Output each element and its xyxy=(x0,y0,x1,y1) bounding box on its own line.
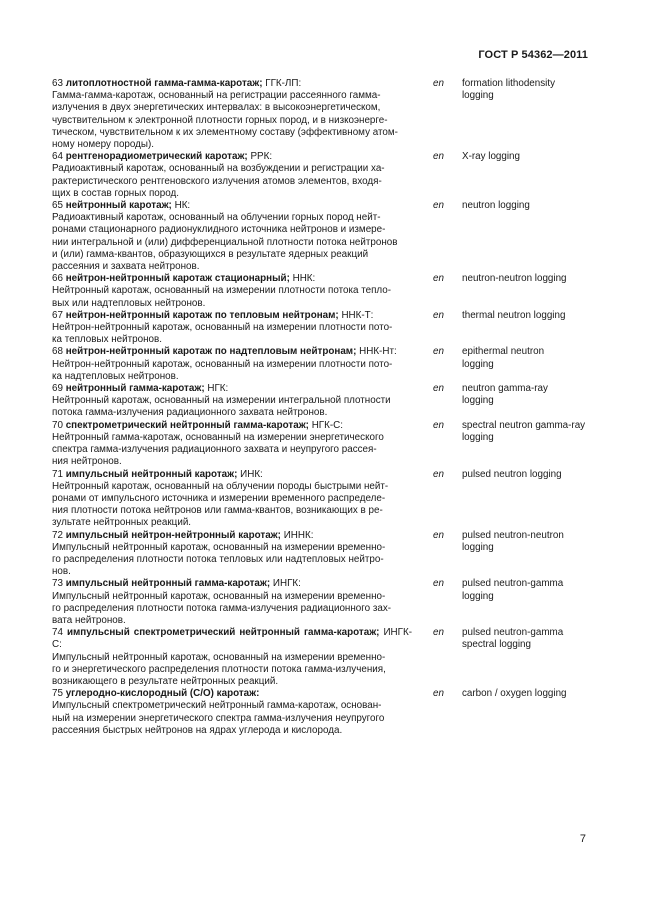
term-heading xyxy=(52,151,412,163)
english-line: spectral logging xyxy=(462,639,531,651)
definition-line: рассеяния быстрых нейтронов на ядрах углерода и кислорода. xyxy=(52,724,343,736)
definition-line: спектра гамма-излучения радиационного захвата и неупругого рассея- xyxy=(52,444,377,456)
language-tag: en xyxy=(433,151,444,163)
term-name: нейтрон-нейтронный каротаж по надтепловым нейтронам; xyxy=(65,346,357,358)
english-equivalent xyxy=(462,200,590,212)
definition-line: Нейтронный каротаж, основанный на измерении интегральной плотности xyxy=(52,395,391,407)
definition-line: ния плотности потока нейтронов или гамма-квантов, возникающих в ре- xyxy=(52,505,383,517)
definition-line: вата нейтронов. xyxy=(52,614,126,626)
term-number: 68 xyxy=(52,346,63,358)
english-line: logging xyxy=(462,431,494,443)
term-abbreviation: ННК-Нт: xyxy=(359,346,397,358)
english-line: pulsed neutron-gamma xyxy=(462,578,564,590)
term-definition xyxy=(52,688,412,737)
english-line: X-ray logging xyxy=(462,151,521,163)
english-line: pulsed neutron-neutron xyxy=(462,529,564,541)
english-equivalent xyxy=(462,627,590,651)
term-heading xyxy=(52,200,412,212)
term-number: 73 xyxy=(52,578,63,590)
term-name: литоплотностной гамма-гамма-каротаж; xyxy=(65,78,263,89)
english-line: spectral neutron gamma-ray xyxy=(462,419,586,431)
definition-line: излучения в двух энергетических интервалах: в высокоэнергетическом, xyxy=(52,102,381,114)
definition-line: ка надтепловых нейтронов. xyxy=(52,370,179,382)
term-entry xyxy=(52,469,592,530)
english-equivalent xyxy=(462,578,590,602)
term-definition xyxy=(52,469,412,530)
term-number: 70 xyxy=(52,419,63,431)
term-abbreviation: НГК: xyxy=(207,383,229,395)
definition-line: ка тепловых нейтронов. xyxy=(52,334,162,346)
term-number: 64 xyxy=(52,151,63,163)
english-line: logging xyxy=(462,541,494,553)
language-tag: en xyxy=(433,688,444,700)
term-number: 71 xyxy=(52,468,63,480)
term-name: импульсный нейтронный гамма-каротаж; xyxy=(65,578,271,590)
term-abbreviation: ИНК: xyxy=(240,468,263,480)
english-line: logging xyxy=(462,590,494,602)
term-entry xyxy=(52,151,592,200)
language-tag: en xyxy=(433,529,444,541)
definition-line: нии интегральной и (или) дифференциальной плотности потока нейтронов xyxy=(52,236,398,248)
definition-line: Нейтронный каротаж, основанный на облучении породы быстрыми нейт- xyxy=(52,480,389,492)
definition-line: Импульсный нейтронный каротаж, основанный на измерении временно- xyxy=(52,651,386,663)
english-equivalent xyxy=(462,78,590,102)
language-tag: en xyxy=(433,273,444,285)
english-line: logging xyxy=(462,395,494,407)
english-equivalent xyxy=(462,688,590,700)
english-line: formation lithodensity xyxy=(462,78,556,89)
term-definition xyxy=(52,383,412,420)
language-tag: en xyxy=(433,419,444,431)
language-tag: en xyxy=(433,383,444,395)
english-equivalent xyxy=(462,346,590,370)
term-definition xyxy=(52,273,412,310)
definition-line: Нейтронный гамма-каротаж, основанный на измерении энергетического xyxy=(52,431,384,443)
term-definition xyxy=(52,200,412,273)
term-heading xyxy=(52,420,412,432)
definition-line: нов. xyxy=(52,566,71,578)
term-number: 74 xyxy=(52,627,63,639)
language-tag: en xyxy=(433,627,444,639)
english-equivalent xyxy=(462,273,590,285)
term-name: импульсный спектрометрический нейтронный гамма-каротаж; xyxy=(66,627,380,639)
term-abbreviation: НК: xyxy=(174,200,191,212)
definition-line: Гамма-гамма-каротаж, основанный на регистрации рассеянного гамма- xyxy=(52,90,381,102)
english-equivalent xyxy=(462,420,590,444)
term-abbreviation: ИНГК: xyxy=(272,578,301,590)
term-number: 67 xyxy=(52,309,63,321)
definition-line: Нейтрон-нейтронный каротаж, основанный на измерении плотности пото- xyxy=(52,358,393,370)
term-heading xyxy=(52,383,412,395)
term-entry xyxy=(52,273,592,310)
english-line: neutron gamma-ray xyxy=(462,383,548,395)
term-name: рентгенорадиометрический каротаж; xyxy=(65,151,248,163)
term-entry xyxy=(52,578,592,627)
term-number: 75 xyxy=(52,688,63,700)
definition-line: щих в состав горных пород. xyxy=(52,187,179,199)
term-name: спектрометрический нейтронный гамма-каротаж; xyxy=(65,419,309,431)
english-line: logging xyxy=(462,90,494,102)
term-heading xyxy=(52,78,412,90)
definition-line: ный на измерении энергетического спектра гамма-излучения неупругого xyxy=(52,712,385,724)
term-heading xyxy=(52,310,412,322)
document-id: ГОСТ Р 54362—2011 xyxy=(478,49,588,61)
english-line: neutron-neutron logging xyxy=(462,273,567,285)
english-equivalent xyxy=(462,530,590,554)
language-tag: en xyxy=(433,200,444,212)
term-number: 66 xyxy=(52,273,63,285)
term-name: нейтронный гамма-каротаж; xyxy=(65,383,205,395)
term-abbreviation: ИННК: xyxy=(283,529,314,541)
definition-line: возникающего в результате нейтронных реакций. xyxy=(52,675,279,687)
term-heading xyxy=(52,627,412,651)
definition-line: и (или) гамма-квантов, образующихся в результате ядерных реакций xyxy=(52,248,369,260)
term-heading xyxy=(52,273,412,285)
term-definition xyxy=(52,420,412,469)
english-equivalent xyxy=(462,151,590,163)
english-line: logging xyxy=(462,358,494,370)
definition-line: го и энергетического распределения плотности потока гамма-излучения, xyxy=(52,663,386,675)
english-equivalent xyxy=(462,469,590,481)
definition-line: чувствительном к электронной плотности горных пород, и в низкоэнерге- xyxy=(52,114,388,126)
term-definition xyxy=(52,151,412,200)
term-abbreviation: ИНГК-С: xyxy=(52,627,412,651)
term-name: нейтрон-нейтронный каротаж по тепловым нейтронам; xyxy=(65,309,339,321)
term-heading xyxy=(52,469,412,481)
term-number: 72 xyxy=(52,529,63,541)
definition-line: го распределения плотности потока тепловых или надтепловых нейтро- xyxy=(52,553,384,565)
term-entry xyxy=(52,420,592,469)
english-line: neutron logging xyxy=(462,200,530,212)
definition-line: рассеяния и захвата нейтронов. xyxy=(52,261,200,273)
term-definition xyxy=(52,346,412,383)
definition-line: зультате нейтронных реакций. xyxy=(52,517,192,529)
definition-line: вых или надтепловых нейтронов. xyxy=(52,297,206,309)
definition-line: тическом, чувствительном к их элементному составу (эффективному атом- xyxy=(52,126,398,138)
definition-line: рактеристического рентгеновского излучения атомов элементов, входя- xyxy=(52,175,382,187)
definition-line: Нейтронный каротаж, основанный на измерении плотности потока тепло- xyxy=(52,285,392,297)
definition-line: ния нейтронов. xyxy=(52,456,122,468)
term-name: нейтронный каротаж; xyxy=(65,200,172,212)
language-tag: en xyxy=(433,578,444,590)
term-entry xyxy=(52,346,592,383)
term-abbreviation: ГГК-ЛП: xyxy=(265,78,302,89)
language-tag: en xyxy=(433,346,444,358)
term-name: импульсный нейтрон-нейтронный каротаж; xyxy=(65,529,281,541)
term-heading xyxy=(52,688,412,700)
definition-line: Импульсный спектрометрический нейтронный гамма-каротаж, основан- xyxy=(52,700,382,712)
term-definition xyxy=(52,627,412,688)
term-heading xyxy=(52,346,412,358)
page-number: 7 xyxy=(579,833,586,845)
term-definition xyxy=(52,530,412,579)
terms-list xyxy=(52,78,592,737)
term-definition xyxy=(52,310,412,347)
language-tag: en xyxy=(433,309,444,321)
term-number: 63 xyxy=(52,78,63,89)
term-abbreviation: НГК-С: xyxy=(311,419,343,431)
english-equivalent xyxy=(462,383,590,407)
definition-line: Нейтрон-нейтронный каротаж, основанный на измерении плотности пото- xyxy=(52,322,393,334)
language-tag: en xyxy=(433,468,444,480)
term-name: углеродно-кислородный (С/О) каротаж: xyxy=(65,688,260,700)
english-line: epithermal neutron xyxy=(462,346,545,358)
term-heading xyxy=(52,578,412,590)
definition-line: Радиоактивный каротаж, основанный на облучении горных пород нейт- xyxy=(52,212,381,224)
term-heading xyxy=(52,530,412,542)
term-abbreviation: ННК: xyxy=(292,273,316,285)
term-abbreviation: ННК-Т: xyxy=(341,309,374,321)
definition-line: Импульсный нейтронный каротаж, основанный на измерении временно- xyxy=(52,541,386,553)
term-entry xyxy=(52,78,592,151)
definition-line: Импульсный нейтронный каротаж, основанный на измерении временно- xyxy=(52,590,386,602)
definition-line: потока гамма-излучения радиационного захвата нейтронов. xyxy=(52,407,328,419)
definition-line: ному номеру породы). xyxy=(52,139,154,151)
term-entry xyxy=(52,530,592,579)
english-line: pulsed neutron-gamma xyxy=(462,627,564,639)
term-number: 69 xyxy=(52,383,63,395)
term-abbreviation: РРК: xyxy=(250,151,273,163)
term-name: импульсный нейтронный каротаж; xyxy=(65,468,238,480)
term-entry xyxy=(52,627,592,688)
term-name: нейтрон-нейтронный каротаж стационарный; xyxy=(65,273,290,285)
english-line: thermal neutron logging xyxy=(462,309,566,321)
term-entry xyxy=(52,310,592,347)
term-definition xyxy=(52,578,412,627)
term-definition xyxy=(52,78,412,151)
english-equivalent xyxy=(462,310,590,322)
term-entry xyxy=(52,383,592,420)
definition-line: Радиоактивный каротаж, основанный на возбуждении и регистрации ха- xyxy=(52,163,385,175)
definition-line: го распределения плотности потока гамма-излучения радиационного зах- xyxy=(52,602,392,614)
definition-line: ронами от импульсного источника и измерении временного распределе- xyxy=(52,492,386,504)
english-line: carbon / oxygen logging xyxy=(462,688,567,700)
english-line: pulsed neutron logging xyxy=(462,468,562,480)
term-entry xyxy=(52,200,592,273)
language-tag: en xyxy=(433,78,444,89)
definition-line: ронами стационарного радионуклидного источника нейтронов и измере- xyxy=(52,224,386,236)
term-entry xyxy=(52,688,592,737)
term-number: 65 xyxy=(52,200,63,212)
